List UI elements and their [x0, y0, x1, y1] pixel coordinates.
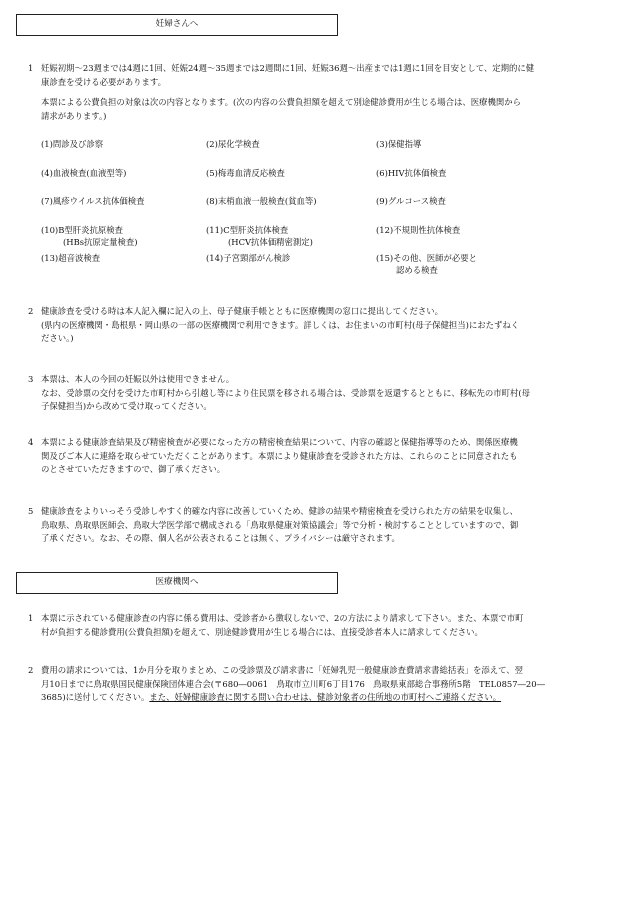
text-line: 健康診査をよりいっそう受診しやすく的確な内容に改善していくため、健診の結果や精密検査を受けられた方の結果を収集し、	[41, 506, 519, 516]
section-header-medical-institutions	[16, 572, 338, 594]
text-line: 本票による健康診査結果及び精密検査が必要になった方の精密検査結果について、内容の確認と保健指導等のため、関係医療機	[41, 437, 518, 447]
exam-item: (6)HIV抗体価検査	[376, 168, 447, 178]
text-line: 本票による公費負担の対象は次の内容となります。(次の内容の公費負担額を超えて別途健診費用が生じる場合は、医療機関から	[41, 97, 521, 107]
text-line: 本票は、本人の今回の妊娠以外は使用できません。	[41, 374, 235, 384]
text-line: 子保健担当)から改めて受け取ってください。	[41, 401, 212, 411]
text-line: 了承ください。なお、その際、個人名が公表されることは無く、プライバシーは厳守されます。	[41, 533, 400, 543]
exam-item: (13)超音波検査	[41, 253, 101, 263]
exam-item-sub: (HCV抗体価精密測定)	[228, 237, 313, 247]
section-title: 医療機関へ	[155, 577, 199, 587]
exam-item: (11)C型肝炎抗体検査	[206, 225, 289, 235]
exam-item: (3)保健指導	[376, 139, 422, 149]
item-number: 5	[28, 506, 34, 516]
section-header-pregnant-women	[16, 14, 338, 36]
notice-item-1	[28, 62, 618, 123]
notice-item-3	[28, 373, 618, 414]
text-line: 健康診査を受ける時は本人記入欄に記入の上、母子健康手帳とともに医療機関の窓口に提出してください。	[41, 306, 443, 316]
exam-item: (1)問診及び診察	[41, 139, 104, 149]
exam-item: (5)梅毒血清反応検査	[206, 168, 285, 178]
text-line-last	[41, 691, 618, 705]
exam-item: (8)末梢血液一般検査(貧血等)	[206, 196, 317, 206]
text-line: なお、受診票の交付を受けた市町村から引越し等により住民票を移される場合は、受診票を返還するとともに、移転先の市町村(母	[41, 387, 531, 398]
exam-item: (9)グルコース検査	[376, 196, 446, 206]
text-line: 妊娠初期～23週までは4週に1回、妊娠24週～35週までは2週間に1回、妊娠36週～出産までは1週に1回を目安として、定期的に健	[41, 63, 535, 73]
text-plain: 3685)に送付してください。	[41, 692, 150, 702]
exam-item: (10)B型肝炎抗原検査	[41, 225, 123, 235]
section-title: 妊婦さんへ	[155, 19, 199, 29]
text-line: 鳥取県、鳥取県医師会、鳥取大学医学部で構成される「鳥取県健康対策協議会」等で分析・検討することとしていますので、御	[41, 519, 519, 530]
text-line: (県内の医療機関・島根県・岡山県の一部の医療機関で利用できます。詳しくは、お住まいの市町村(母子保健担当)におたずねく	[41, 319, 520, 330]
text-line: ださい。)	[41, 333, 74, 343]
exam-item: (4)血液検査(血液型等)	[41, 168, 127, 178]
text-line: のとさせていただきますので、御了承ください。	[41, 464, 226, 474]
text-line: 康診査を受ける必要があります。	[41, 76, 166, 87]
item-number: 1	[28, 613, 34, 623]
notice-item-2	[28, 305, 618, 346]
notice-item-4	[28, 436, 618, 477]
text-line: 関及びご本人に連絡を取らせていただくことがあります。本票により健康診査を受診された方は、これらのことに同意されたも	[41, 450, 518, 461]
contact-note-underlined: また、妊婦健康診査に関する問い合わせは、健診対象者の住所地の市町村へご連絡ください。	[149, 692, 502, 702]
text-line: 月10日までに鳥取県国民健康保険団体連合会(〒680―0061 鳥取市立川町6丁目176 鳥取県東部総合事務所5階 TEL0857―20―	[41, 678, 545, 689]
item-number: 2	[28, 665, 34, 675]
item-number: 4	[28, 437, 34, 447]
exam-item: (7)風疹ウイルス抗体価検査	[41, 196, 145, 206]
text-line: 本票に示されている健康診査の内容に係る費用は、受診者から徴収しないで、2の方法により請求して下さい。また、本票で市町	[41, 613, 524, 623]
item-number: 1	[28, 63, 34, 73]
exam-item-sub: (HBs抗原定量検査)	[63, 237, 138, 247]
exam-item: (15)その他、医師が必要と	[376, 253, 477, 263]
exam-item: (14)子宮頸部がん検診	[206, 253, 291, 263]
text-line: 村が負担する健診費用(公費負担額)を超えて、別途健診費用が生じる場合には、直接受診者本人に請求してください。	[41, 626, 483, 637]
item-number: 3	[28, 374, 34, 384]
exam-item-sub: 認める検査	[396, 265, 438, 275]
notice-item-5	[28, 505, 618, 546]
item-number: 2	[28, 306, 34, 316]
text-line: 費用の請求については、1か月分を取りまとめ、この受診票及び請求書に「妊婦乳児一般健康診査費請求書総括表」を添えて、翌	[41, 665, 524, 675]
institution-item-1	[28, 612, 618, 639]
exam-item: (12)不規則性抗体検査	[376, 225, 461, 235]
institution-item-2	[28, 664, 618, 705]
text-line: 請求があります。)	[41, 110, 107, 121]
exam-item: (2)尿化学検査	[206, 139, 260, 149]
